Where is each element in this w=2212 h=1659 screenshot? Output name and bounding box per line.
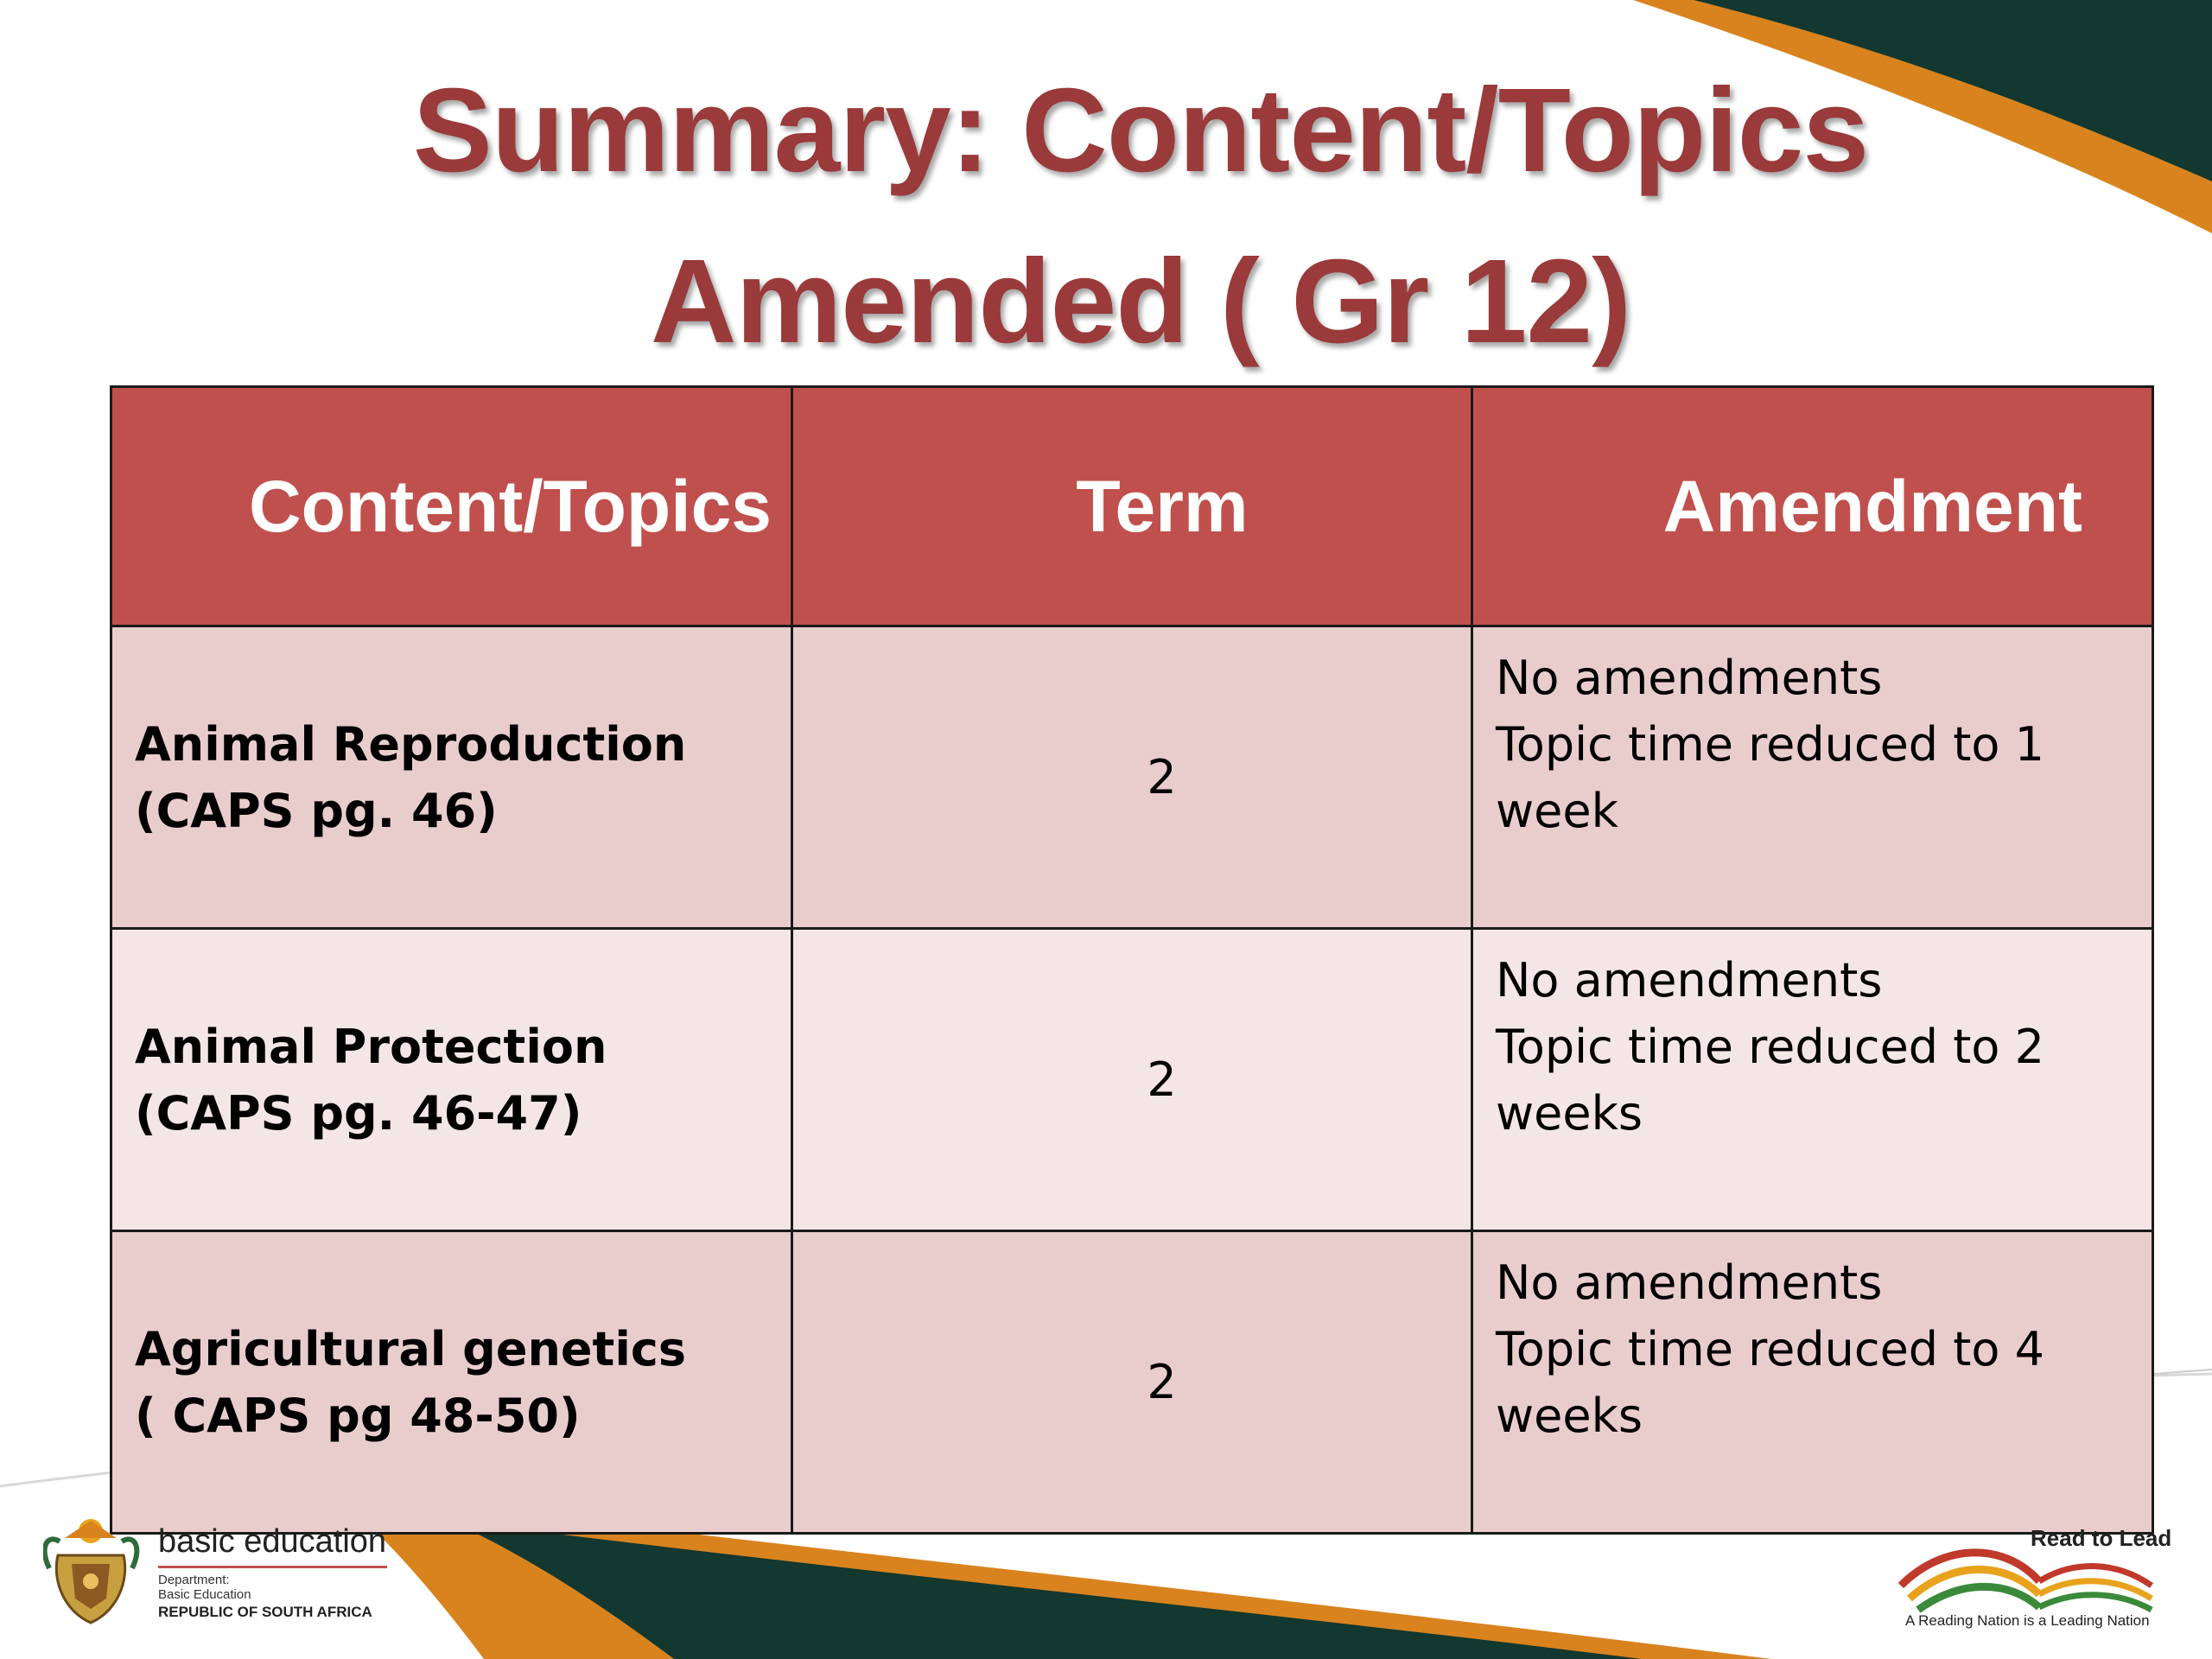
table-row xyxy=(111,1231,2153,1534)
topic-cell xyxy=(111,626,792,929)
amendment-cell xyxy=(1472,626,2153,929)
amendments-table xyxy=(110,385,2154,1535)
amendment-cell xyxy=(1472,929,2153,1231)
amendment-note: Topic time reduced to 4 weeks xyxy=(1496,1322,2044,1443)
department-label: Department: Basic Education xyxy=(158,1573,251,1602)
amendment-status: No amendments xyxy=(1496,651,1883,705)
header-amendment: Amendment xyxy=(1472,387,2153,626)
amendment-note: Topic time reduced to 2 weeks xyxy=(1496,1020,2044,1141)
table-header-row xyxy=(111,387,2153,626)
amendment-cell xyxy=(1472,1231,2153,1534)
table-row xyxy=(111,929,2153,1231)
slide-title-line-2: Amended ( Gr 12) xyxy=(650,235,1631,368)
amendment-status: No amendments xyxy=(1496,1255,1883,1310)
term-cell: 2 xyxy=(792,1231,1472,1534)
term-cell: 2 xyxy=(792,626,1472,929)
campaign-tagline: A Reading Nation is a Leading Nation xyxy=(1905,1612,2150,1629)
topic-reference: (CAPS pg. 46-47) xyxy=(135,1085,582,1141)
header-term: Term xyxy=(792,387,1472,626)
topic-name: Agricultural genetics xyxy=(135,1321,687,1376)
term-cell: 2 xyxy=(792,929,1472,1231)
campaign-title: Read to Lead xyxy=(2031,1525,2172,1551)
header-content-topics: Content/Topics xyxy=(111,387,792,626)
topic-cell xyxy=(111,929,792,1231)
amendment-status: No amendments xyxy=(1496,953,1883,1007)
topic-reference: (CAPS pg. 46) xyxy=(135,783,498,838)
slide-title-line-1: Summary: Content/Topics xyxy=(412,64,1869,197)
amendment-note: Topic time reduced to 1 week xyxy=(1496,717,2044,838)
topic-reference: ( CAPS pg 48-50) xyxy=(135,1388,581,1443)
topic-name: Animal Reproduction xyxy=(135,716,687,772)
topic-name: Animal Protection xyxy=(135,1019,607,1074)
department-name: basic education xyxy=(158,1523,387,1560)
department-divider xyxy=(158,1566,387,1568)
country-label: REPUBLIC OF SOUTH AFRICA xyxy=(158,1604,372,1620)
table-row xyxy=(111,626,2153,929)
topic-cell xyxy=(111,1231,792,1534)
